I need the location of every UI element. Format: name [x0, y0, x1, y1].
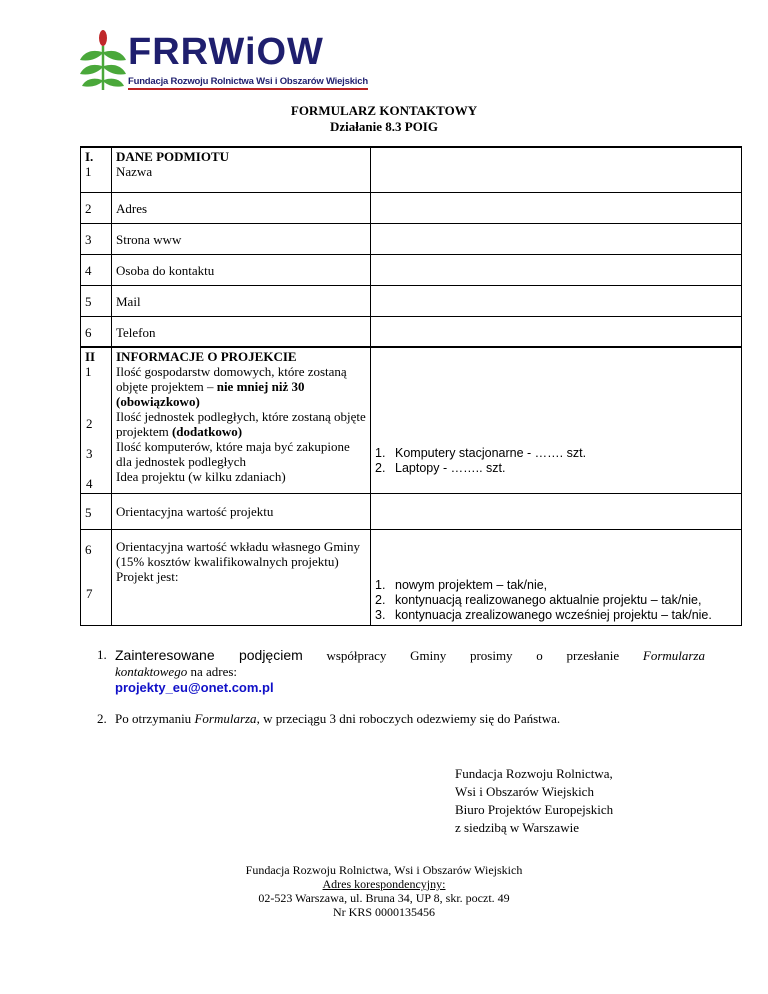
- row-label: Orientacyjna wartość wkładu własnego Gminy (15% kosztów kwalifikowalnych projektu): [116, 538, 361, 569]
- table-row: [81, 147, 742, 192]
- section-number: I.: [85, 149, 94, 164]
- note-number: 2.: [97, 711, 107, 726]
- row-number: 7: [86, 585, 93, 601]
- section-title: DANE PODMIOTU: [116, 149, 230, 164]
- row-label: Ilość komputerów, które maja być zakupione dla jednostek podległych: [116, 439, 350, 469]
- note-2: 2. Po otrzymaniu Formularza, w przeciągu 3 dni roboczych odezwiemy się do Państwa.: [97, 711, 561, 726]
- row-number: 6: [85, 541, 92, 557]
- row-number: 2: [81, 192, 112, 223]
- row-label: Mail: [112, 285, 371, 316]
- footer: Fundacja Rozwoju Rolnictwa, Wsi i Obszarów Wiejskich Adres korespondencyjny: 02-523 Warszawa, ul. Bruna 34, UP 8, skr. poczt. 49 Nr KRS 0000135456: [245, 863, 523, 919]
- list-item: 3. kontynuacja zrealizowanego wcześniej projektu – tak/nie.: [375, 607, 712, 622]
- project-info-field[interactable]: [371, 347, 742, 493]
- row-number: 2: [86, 416, 93, 431]
- row-number: 3: [81, 223, 112, 254]
- list-item: 1. Komputery stacjonarne - ……. szt.: [375, 446, 587, 460]
- list-item: 2. kontynuacją realizowanego aktualnie projektu – tak/nie,: [375, 592, 702, 607]
- email-link[interactable]: projekty_eu@onet.com.pl: [115, 680, 274, 695]
- row-label: Idea projektu (w kilku zdaniach): [116, 469, 286, 484]
- table-row: [81, 529, 742, 625]
- row-label: Projekt jest:: [116, 568, 179, 584]
- name-field[interactable]: [371, 147, 742, 192]
- website-field[interactable]: [371, 223, 742, 254]
- section-title: INFORMACJE O PROJEKCIE: [116, 349, 297, 364]
- own-contribution-field[interactable]: [371, 529, 742, 625]
- row-label: Ilość jednostek podległych, które zostaną objęte projektem (dodatkowo): [116, 409, 366, 439]
- list-item: 1. nowym projektem – tak/nie,: [375, 577, 548, 592]
- row-number: 3: [86, 446, 93, 461]
- list-item: 2. Laptopy - …….. szt.: [375, 461, 506, 475]
- logo-subtitle: Fundacja Rozwoju Rolnictwa Wsi i Obszarów Wiejskich: [128, 76, 368, 90]
- row-label: Telefon: [112, 316, 371, 347]
- row-number: 4: [86, 476, 93, 491]
- form-title: FORMULARZ KONTAKTOWY: [290, 103, 478, 118]
- row-number: 5: [81, 285, 112, 316]
- table-row: [81, 223, 742, 254]
- note-number: 1.: [97, 647, 107, 662]
- address-field[interactable]: [371, 192, 742, 223]
- logo-title: FRRWiOW: [128, 31, 324, 73]
- row-label: Strona www: [112, 223, 371, 254]
- row-label: Nazwa: [116, 164, 153, 179]
- row-number: 5: [81, 493, 112, 529]
- row-number: 4: [81, 254, 112, 285]
- project-type-list: [375, 578, 737, 623]
- mail-field[interactable]: [371, 285, 742, 316]
- table-row: [81, 316, 742, 347]
- project-value-field[interactable]: [371, 493, 742, 529]
- table-row: [81, 254, 742, 285]
- computers-list: [375, 446, 737, 476]
- row-number: 1: [85, 164, 92, 179]
- phone-field[interactable]: [371, 316, 742, 347]
- row-label: Adres: [112, 192, 371, 223]
- section-number: II: [85, 349, 96, 364]
- table-row: [81, 192, 742, 223]
- row-label: Osoba do kontaktu: [112, 254, 371, 285]
- row-label: Ilość gospodarstw domowych, które zostaną objęte projektem – nie mniej niż 30 (obowiązkowo): [116, 364, 347, 409]
- logo-plant-icon: [78, 30, 128, 92]
- note-1: 1. Zainteresowane podjęciem współpracy Gminy prosimy o przesłanie Formularza kontaktowego na adres: projekty_eu@onet.com.pl: [97, 647, 705, 695]
- contact-person-field[interactable]: [371, 254, 742, 285]
- table-row: [81, 347, 742, 493]
- table-row: [81, 493, 742, 529]
- form-subtitle: Działanie 8.3 POIG: [330, 119, 438, 134]
- table-row: [81, 285, 742, 316]
- row-number: 1: [85, 364, 92, 379]
- row-number: 6: [81, 316, 112, 347]
- contact-form-table: [80, 146, 742, 626]
- row-label: Orientacyjna wartość projektu: [112, 493, 371, 529]
- signature-block: Fundacja Rozwoju Rolnictwa, Wsi i Obszarów Wiejskich Biuro Projektów Europejskich z siedzibą w Warszawie: [455, 766, 614, 835]
